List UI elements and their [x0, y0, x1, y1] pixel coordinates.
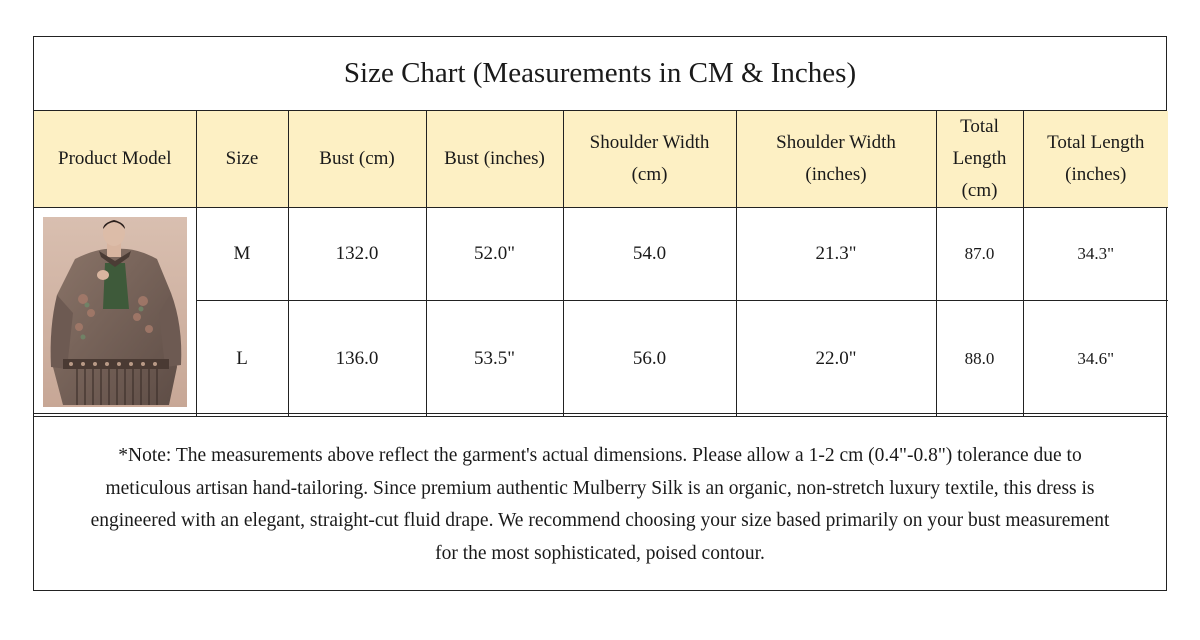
header-product-model: Product Model — [34, 111, 196, 208]
cell-total-length-cm: 87.0 — [936, 208, 1023, 301]
product-model-photo — [43, 217, 187, 407]
header-row — [34, 111, 1168, 208]
cell-total-length-inches: 34.3" — [1023, 208, 1168, 301]
header-bust-inches: Bust (inches) — [426, 111, 563, 208]
cell-bust-cm: 132.0 — [288, 208, 426, 301]
size-table — [34, 111, 1168, 417]
cell-bust-inches: 53.5" — [426, 301, 563, 417]
table-row — [34, 301, 1168, 417]
note-line: for the most sophisticated, poised contour. — [435, 542, 765, 564]
cell-shoulder-inches: 21.3" — [736, 208, 936, 301]
header-size: Size — [196, 111, 288, 208]
tolerance-note — [34, 413, 1166, 590]
header-total-length-cm: Total Length (cm) — [936, 111, 1023, 208]
cell-bust-cm: 136.0 — [288, 301, 426, 417]
header-shoulder-cm: Shoulder Width (cm) — [563, 111, 736, 208]
cell-shoulder-inches: 22.0" — [736, 301, 936, 417]
product-photo-cell — [34, 208, 196, 417]
size-chart — [33, 36, 1167, 591]
cell-size: M — [196, 208, 288, 301]
cell-total-length-cm: 88.0 — [936, 301, 1023, 417]
cell-shoulder-cm: 56.0 — [563, 301, 736, 417]
cell-size: L — [196, 301, 288, 417]
cell-shoulder-cm: 54.0 — [563, 208, 736, 301]
header-total-length-inches: Total Length (inches) — [1023, 111, 1168, 208]
header-shoulder-inches: Shoulder Width (inches) — [736, 111, 936, 208]
cell-total-length-inches: 34.6" — [1023, 301, 1168, 417]
note-line: engineered with an elegant, straight-cut fluid drape. We recommend choosing your size based primarily on your bust measurement — [90, 510, 1110, 531]
cell-bust-inches: 52.0" — [426, 208, 563, 301]
header-bust-cm: Bust (cm) — [288, 111, 426, 208]
note-line: *Note: The measurements above reflect the garment's actual dimensions. Please allow a 1-2 cm (0.4"-0.8") tolerance due to — [118, 445, 1082, 466]
note-line: meticulous artisan hand-tailoring. Since premium authentic Mulberry Silk is an organic, non-stretch luxury textile, this dress is — [105, 477, 1095, 499]
chart-title: Size Chart (Measurements in CM & Inches) — [34, 37, 1166, 111]
table-row — [34, 208, 1168, 301]
